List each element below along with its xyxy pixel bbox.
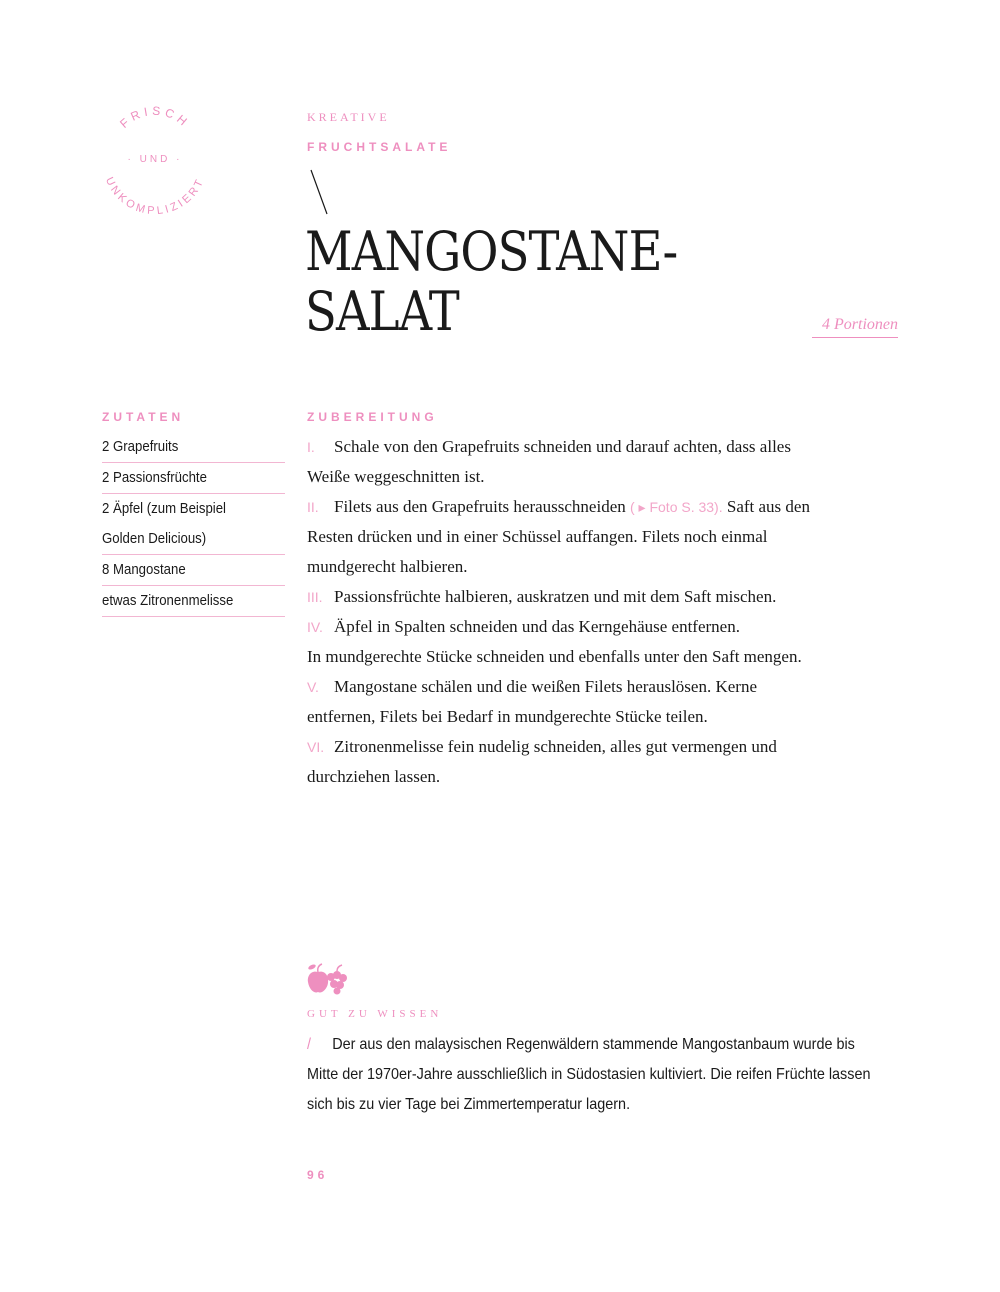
ingredient-item: [102, 494, 285, 555]
preparation-heading: ZUBEREITUNG: [307, 410, 438, 424]
stamp-bottom-text: UNKOMPLIZIERT: [102, 175, 208, 218]
recipe-title: [305, 222, 677, 342]
fruit-icon: [306, 963, 348, 995]
step-text: Passionsfrüchte halbieren, auskratzen und mit dem Saft mischen.: [334, 587, 777, 606]
ingredient-text: etwas Zitronenmelisse: [102, 592, 234, 609]
preparation-steps: [307, 432, 902, 792]
step-line: [307, 492, 902, 522]
step-number: III.: [307, 589, 323, 605]
stamp-top-text: FRISCH: [117, 103, 193, 131]
step-line: [307, 612, 902, 642]
step-text: entfernen, Filets bei Bedarf in mundgerechte Stücke teilen.: [307, 707, 708, 726]
step-number: VI.: [307, 739, 325, 755]
step-line: [307, 732, 902, 762]
step-line: [307, 522, 902, 552]
ingredient-item: [102, 555, 285, 586]
ingredient-text: 2 Äpfel (zum Beispiel: [102, 500, 226, 517]
section-category: KREATIVE: [307, 110, 390, 124]
ingredient-text: 2 Grapefruits: [102, 438, 179, 455]
step-line: [307, 642, 902, 672]
step-text: Filets aus den Grapefruits herausschneiden: [334, 497, 626, 516]
ingredients-heading: ZUTATEN: [102, 410, 185, 424]
step-number: I.: [307, 439, 315, 455]
step-text: Resten drücken und in einer Schüssel auffangen. Filets noch einmal: [307, 527, 768, 546]
step-line: [307, 762, 902, 792]
section-title: FRUCHTSALATE: [307, 140, 452, 154]
step-line: [307, 702, 902, 732]
step-line: [307, 462, 902, 492]
good-to-know-line-text: Der aus den malaysischen Regenwäldern stammende Mangostanbaum wurde bis: [332, 1036, 855, 1053]
photo-reference-link[interactable]: ( ▸ Foto S. 33).: [630, 499, 723, 515]
good-to-know-heading: GUT ZU WISSEN: [307, 1008, 443, 1020]
step-text: Äpfel in Spalten schneiden und das Kerngehäuse entfernen.: [334, 617, 740, 636]
step-text: mundgerecht halbieren.: [307, 557, 468, 576]
stamp-middle-text: · UND ·: [127, 154, 183, 165]
page-number: 96: [307, 1168, 329, 1182]
step-text: In mundgerechte Stücke schneiden und ebenfalls unter den Saft mengen.: [307, 647, 802, 666]
step-text: Schale von den Grapefruits schneiden und darauf achten, dass alles: [334, 437, 791, 456]
ingredient-text: Golden Delicious): [102, 530, 207, 547]
good-to-know-line: [307, 1030, 855, 1060]
backslash-divider: [307, 168, 337, 218]
ingredients-list: [102, 432, 285, 617]
good-to-know-line-text: sich bis zu vier Tage bei Zimmertemperatur lagern.: [307, 1096, 631, 1113]
ingredient-item: [102, 586, 285, 617]
recipe-title-line2: SALAT: [305, 280, 459, 343]
recipe-title-line1: MANGOSTANE-: [305, 220, 678, 283]
step-number: IV.: [307, 619, 323, 635]
step-text: Mangostane schälen und die weißen Filets herauslösen. Kerne: [334, 677, 757, 696]
step-number: V.: [307, 679, 319, 695]
ingredient-text: 2 Passionsfrüchte: [102, 469, 207, 486]
step-text: Zitronenmelisse fein nudelig schneiden, alles gut vermengen und: [334, 737, 777, 756]
step-text: Weiße weggeschnitten ist.: [307, 467, 485, 486]
portions-label: 4 Portionen: [812, 316, 898, 338]
step-line: [307, 672, 902, 702]
good-to-know-line-text: Mitte der 1970er-Jahre ausschließlich in Südostasien kultiviert. Die reifen Früchte lassen: [307, 1066, 871, 1083]
slash-marker: /: [307, 1036, 312, 1053]
ingredient-item: [102, 463, 285, 494]
ingredient-text: 8 Mangostane: [102, 561, 186, 578]
good-to-know-line: [307, 1090, 847, 1120]
step-line: [307, 582, 902, 612]
good-to-know-text: [307, 1030, 907, 1120]
frisch-und-unkompliziert-stamp: [95, 100, 215, 220]
step-line: [307, 552, 902, 582]
step-line: [307, 432, 902, 462]
step-number: II.: [307, 499, 319, 515]
step-text: durchziehen lassen.: [307, 767, 441, 786]
step-text: Saft aus den: [726, 497, 810, 516]
good-to-know-line: [307, 1060, 871, 1090]
ingredient-item: [102, 432, 285, 463]
